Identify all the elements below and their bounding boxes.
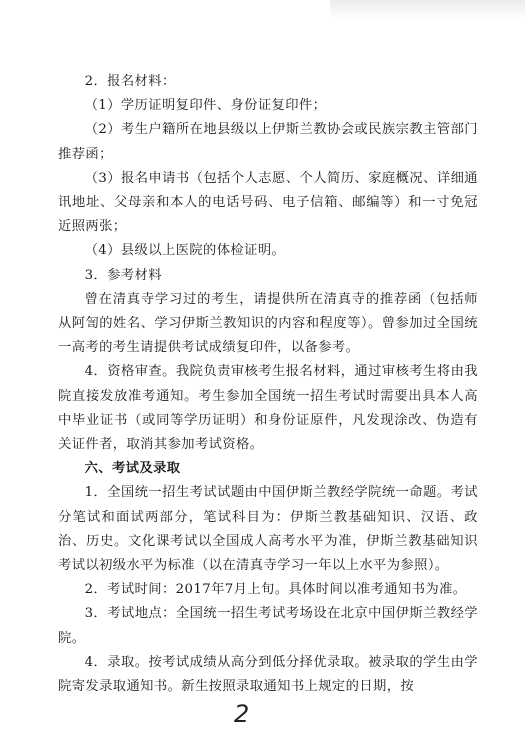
item-1: （1）学历证明复印件、身份证复印件； (84, 98, 327, 114)
section-heading-exam-admission: 六、考试及录取 (84, 461, 181, 477)
exam-time: 2．考试时间：2017年7月上旬。具体时间以准考通知书为准。 (84, 582, 467, 598)
exam-content: 1．全国统一招生考试试题由中国伊斯兰教经学院统一命题。考试分笔试和面试两部分，笔试科目为：伊斯兰教基础知识、汉语、政治、历史。文化课考试以全国成人高考水平为准，伊斯兰教基础知识考试以初级水平为标准（以在清真寺学习一年以上水平为参照）。 (58, 485, 478, 574)
exam-location: 3．考试地点：全国统一招生考试考场设在北京中国伊斯兰教经学院。 (58, 606, 478, 646)
item-4: （4）县级以上医院的体检证明。 (84, 243, 286, 259)
item-2: （2）考生户籍所在地县级以上伊斯兰教协会或民族宗教主管部门推荐函； (58, 122, 478, 162)
reference-text: 曾在清真寺学习过的考生，请提供所在清真寺的推荐函（包括师从阿訇的姓名、学习伊斯兰教知识的内容和程度等）。曾参加过全国统一高考的考生请提供考试成绩复印件，以备参考。 (58, 291, 478, 356)
qualification-review: 4．资格审查。我院负责审核考生报名材料，通过审核考生将由我院直接发放准考通知。考生参加全国统一招生考试时需要出具本人高中毕业证书（或同等学历证明）和身份证原件，凡发现涂改、伪造有关证件者，取消其参加考试资格。 (58, 364, 478, 453)
heading-application-materials: 2．报名材料： (84, 74, 176, 89)
handwritten-page-number: 2 (234, 700, 250, 728)
heading-reference-materials: 3．参考材料 (84, 267, 162, 283)
admission: 4．录取。按考试成绩从高分到低分择优录取。被录取的学生由学院寄发录取通知书。新生按照录取通知书上规定的日期，按 (58, 654, 478, 695)
document-body (58, 70, 478, 699)
item-3: （3）报名申请书（包括个人志愿、个人简历、家庭概况、详细通讯地址、父母亲和本人的电话号码、电子信箱、邮编等）和一寸免冠近照两张； (58, 170, 478, 235)
scan-bleed-through (330, 0, 525, 20)
